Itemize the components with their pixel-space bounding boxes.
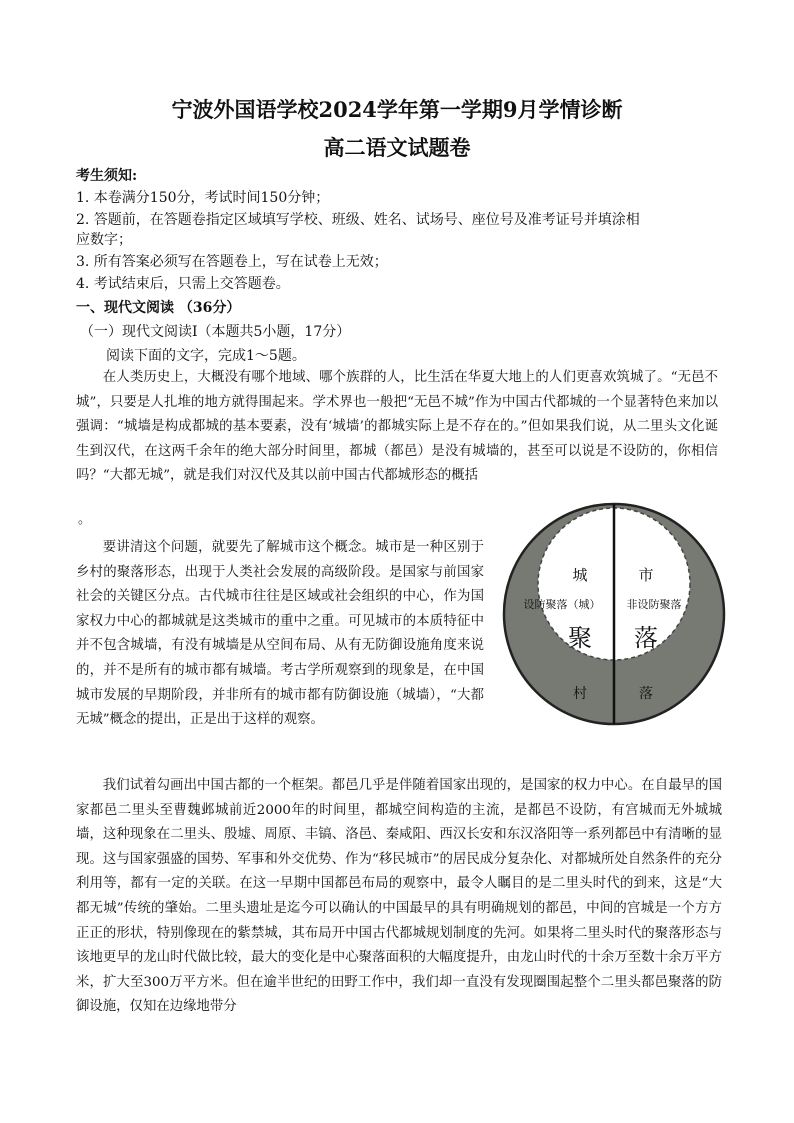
label-luo: 落: [634, 624, 658, 652]
label-ju: 聚: [568, 624, 592, 652]
settlement-diagram: [498, 498, 730, 730]
label-shi: 市: [638, 566, 654, 584]
exam-subtitle: 高二语文试题卷: [323, 135, 471, 160]
passage-paragraph-1-tail: 。: [78, 512, 92, 527]
passage-paragraph-3: 我们试着勾画出中国古都的一个框架。都邑几乎是伴随着国家出现的，是国家的权力中心。在自最早的国家都邑二里头至曹魏邺城前近2000年的时间里，都城空间构造的主流，是都邑不设防，有宫城而无外城城墙，这种现象在二里头、殷墟、周原、丰镐、洛邑、秦咸阳、西汉长安和东汉洛阳等一系列都邑中有清晰的显现。这与国家强盛的国势、军事和外交优势、作为“移民城市”的居民成分复杂化、对都城所处自然条件的充分利用等，都有一定的关联。在这一早期中国都邑布局的观察中，最令人瞩目的是二里头时代的到来，这是“大都无城”传统的肇始。二里头遗址是迄今可以确认的中国最早的具有明确规划的都邑，中间的宫城是一个方方正正的形状，特别像现在的紫禁城，其布局开中国古代都城规划制度的先河。如果将二里头时代的聚落形态与该地更早的龙山时代做比较，最大的变化是中心聚落面积的大幅度提升，由龙山时代的十余万至数十余万平方米，扩大至300万平方米。但在逾半世纪的田野工作中，我们却一直没有发现圈围起整个二里头都邑聚落的防御设施，仅知在边缘地带分: [76, 778, 722, 1015]
label-fortified: 设防聚落（城）: [523, 598, 601, 611]
section-heading: 一、现代文阅读 （36分）: [76, 300, 241, 316]
notice-item-1: 1. 本卷满分150分，考试时间150分钟；: [76, 190, 330, 206]
exam-title: 宁波外国语学校2024学年第一学期9月学情诊断: [171, 97, 623, 122]
label-unfortified: 非设防聚落: [626, 598, 682, 611]
section-sub-heading: （一）现代文阅读Ⅰ（本题共5小题，17分）: [80, 324, 351, 340]
notice-item-2-cont: 应数字；: [76, 232, 132, 248]
notice-item-4: 4. 考试结束后，只需上交答题卷。: [76, 276, 290, 292]
label-cun: 村: [573, 686, 587, 702]
notice-heading: 考生须知:: [76, 168, 138, 184]
notice-item-3: 3. 所有答案必须写在答题卷上，写在试卷上无效；: [76, 254, 388, 270]
label-luo-2: 落: [639, 686, 653, 702]
passage-paragraph-1: 在人类历史上，大概没有哪个地域、哪个族群的人，比生活在华夏大地上的人们更喜欢筑城了。“无邑不城”，只要是人扎堆的地方就得围起来。学术界也一般把“无邑不城”作为中国古代都城的一个显著特色来加以强调：“城墙是构成都城的基本要素，没有‘城墙’的都城实际上是不存在的。”但如果我们说，从二里头文化诞生到汉代，在这两千余年的绝大部分时间里，都城（都邑）是没有城墙的，甚至可以说是不设防的，你相信吗？“大都无城”，就是我们对汉代及其以前中国古代都城形态的概括: [76, 370, 718, 484]
label-cheng: 城: [572, 566, 588, 584]
notice-item-2: 2. 答题前，在答题卷指定区域填写学校、班级、姓名、试场号、座位号及准考证号并填涂相: [76, 212, 640, 228]
reading-instruction: 阅读下面的文字，完成1～5题。: [106, 348, 306, 364]
passage-paragraph-2: 要讲清这个问题，就要先了解城市这个概念。城市是一种区别于乡村的聚落形态，出现于人类社会发展的高级阶段。是国家与前国家社会的关键区分点。古代城市往往是区域或社会组织的中心，作为国家权力中心的都城就是这类城市的重中之重。可见城市的本质特征中并不包含城墙，有没有城墙是从空间布局、从有无防御设施角度来说的，并不是所有的城市都有城墙。考古学所观察到的现象是，在中国城市发展的早期阶段，并非所有的城市都有防御设施（城墙），“大都无城”概念的提出，正是出于这样的观察。: [76, 540, 484, 728]
